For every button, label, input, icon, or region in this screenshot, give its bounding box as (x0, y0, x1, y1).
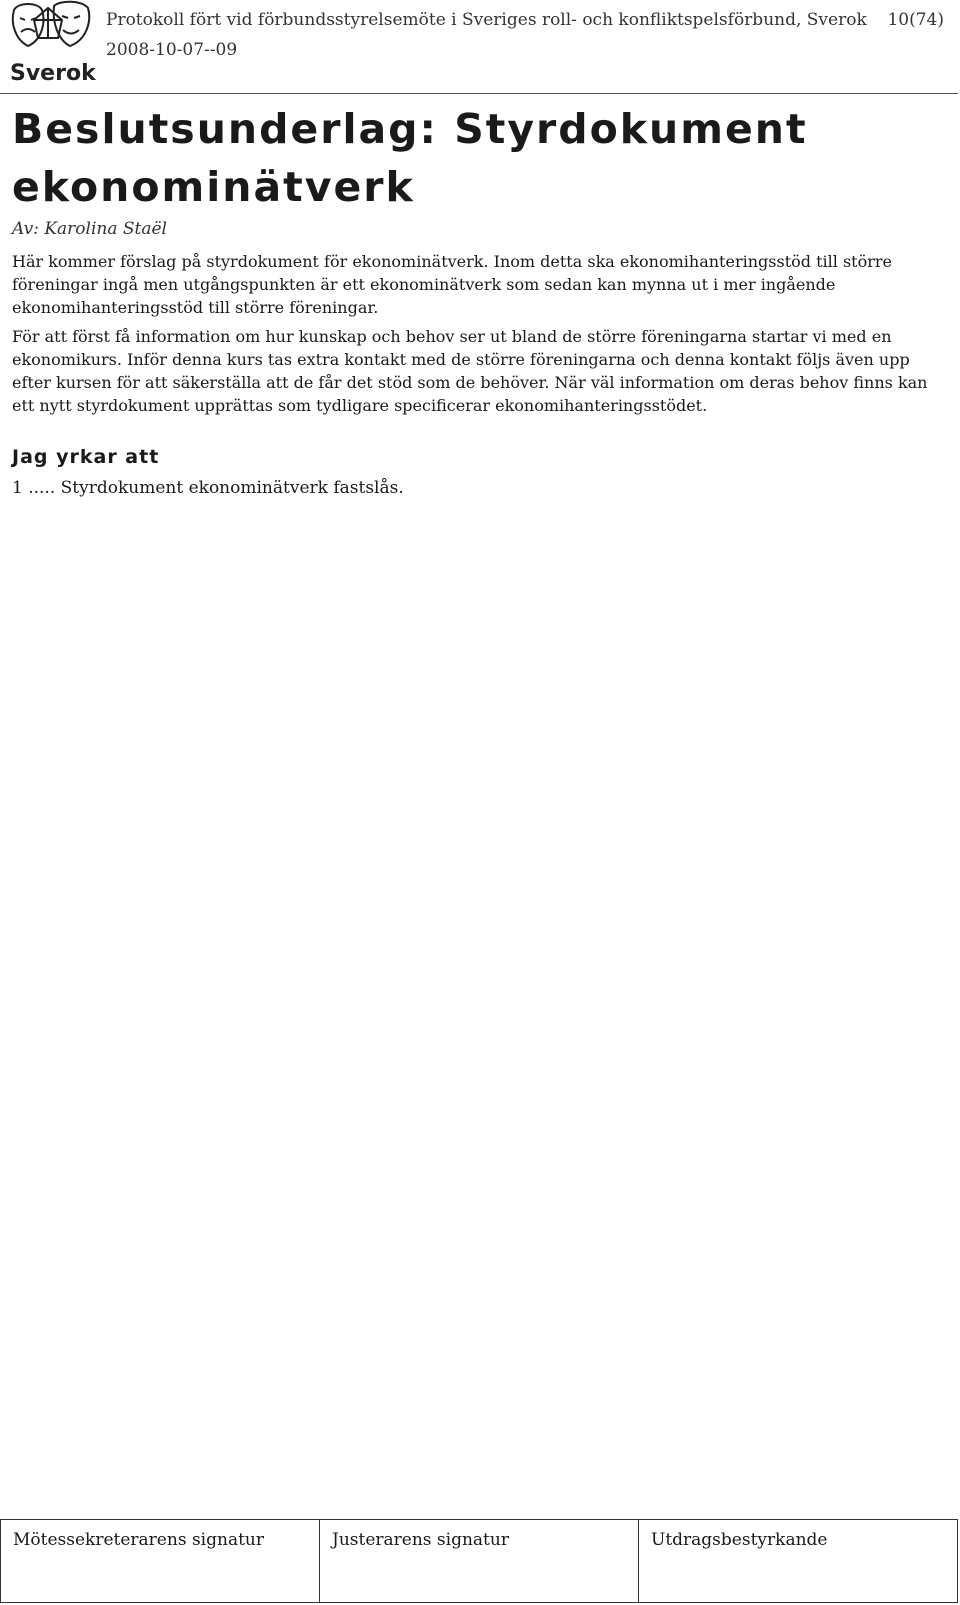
motion-item: 1 ..... Styrdokument ekonominätverk fastslås. (12, 478, 404, 498)
header-title: Protokoll fört vid förbundsstyrelsemöte i Sveriges roll- och konfliktspelsförbund, Sverok (106, 10, 867, 30)
paragraph-details: För att först få information om hur kunskap och behov ser ut bland de större föreningarna startar vi med en ekonomikurs. Inför denna kurs tas extra kontakt med de större föreningarna och denna kontakt följs även upp efter kursen för att säkerställa att de får det stöd som de behöver. När väl information om deras behov finns kan ett nytt styrdokument upprättas som tydligare specificerar ekonomihanteringsstödet. (12, 327, 928, 415)
page-number: 10(74) (887, 10, 944, 30)
paragraph-intro: Här kommer förslag på styrdokument för ekonominätverk. Inom detta ska ekonomihanteringsstöd till större föreningar ingå men utgångspunkten är ett ekonominätverk som sedan kan mynna ut i mer ingående ekonomihanteringsstöd till större föreningar. (12, 252, 892, 317)
logo-wordmark: Sverok (10, 61, 96, 86)
signature-field-secretary: Mötessekreterarens signatur (1, 1520, 320, 1602)
signature-field-certification: Utdragsbestyrkande (651, 1530, 828, 1550)
page-header (0, 0, 960, 96)
author-byline: Av: Karolina Staël (12, 219, 167, 239)
signature-field-adjuster: Justerarens signatur (320, 1520, 639, 1602)
meeting-date: 2008-10-07--09 (106, 40, 238, 60)
sverok-logo (8, 0, 98, 86)
document-title: Beslutsunderlag: Styrdokument ekonominätverk (12, 105, 808, 211)
header-divider (0, 93, 958, 94)
signature-table (0, 1519, 958, 1603)
section-heading: Jag yrkar att (12, 446, 160, 468)
